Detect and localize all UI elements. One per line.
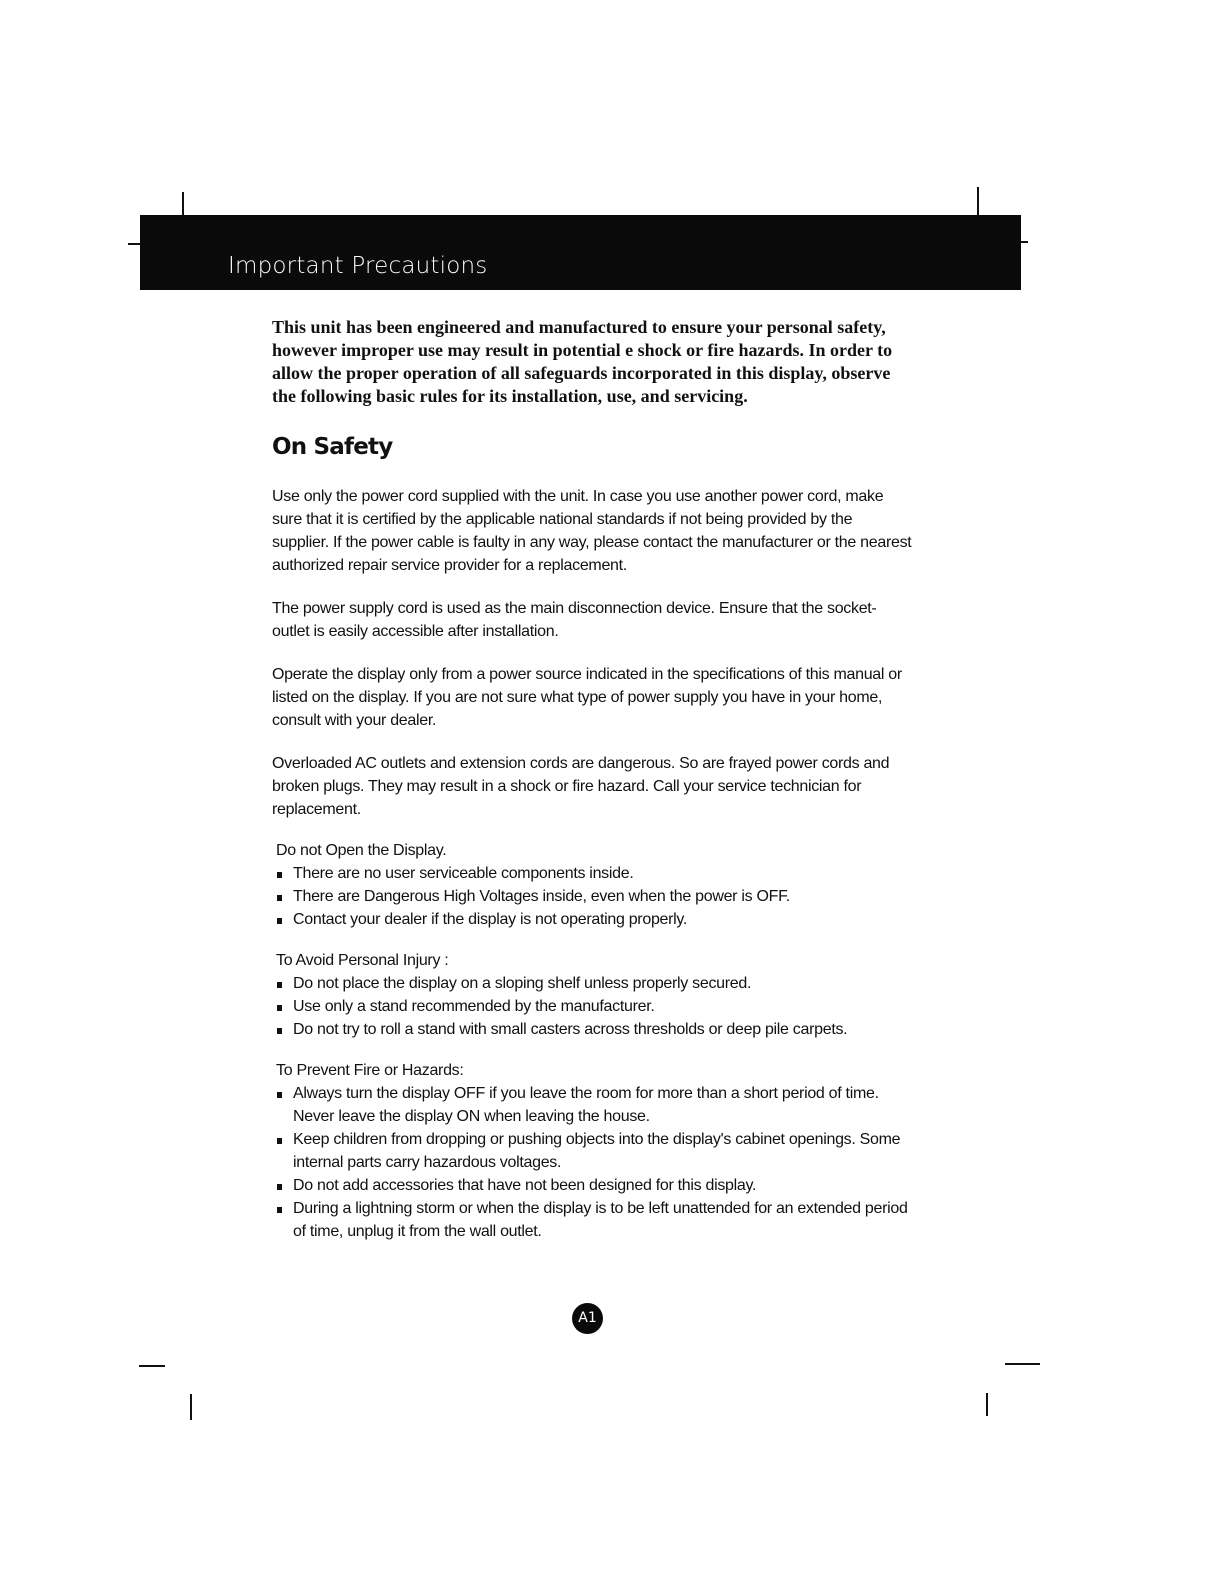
list-item: Do not place the display on a sloping shelf unless properly secured. xyxy=(276,972,912,995)
list-item: Contact your dealer if the display is not operating properly. xyxy=(276,908,912,931)
bullet-icon xyxy=(277,982,282,988)
page-number-badge: A1 xyxy=(572,1303,603,1334)
crop-mark-right-tick xyxy=(1021,241,1028,243)
crop-mark-bottom-left-horizontal xyxy=(139,1365,165,1367)
bullet-list xyxy=(276,862,912,931)
crop-mark-bottom-right-horizontal xyxy=(1005,1363,1040,1365)
header-bar xyxy=(140,215,1021,290)
bullet-icon xyxy=(277,1207,282,1213)
safety-paragraph-power-source: Operate the display only from a power source indicated in the specifications of this manual or listed on the display. If you are not sure what type of power supply you have in your home, consult with your dealer. xyxy=(272,666,902,729)
list-item: Keep children from dropping or pushing objects into the display's cabinet openings. Some internal parts carry hazardous voltages. xyxy=(276,1128,912,1174)
group-heading: To Avoid Personal Injury : xyxy=(276,952,449,969)
group-heading: Do not Open the Display. xyxy=(276,842,447,859)
safety-paragraph-overload: Overloaded AC outlets and extension cords are dangerous. So are frayed power cords and broken plugs. They may result in a shock or fire hazard. Call your service technician for replacement. xyxy=(272,755,890,818)
bullet-icon xyxy=(277,872,282,878)
crop-mark-bottom-left-vertical xyxy=(190,1394,192,1420)
bullet-icon xyxy=(277,1138,282,1144)
crop-mark-bottom-right-vertical xyxy=(986,1393,988,1416)
crop-mark-top-left-vertical xyxy=(182,192,184,216)
bullet-icon xyxy=(277,1184,282,1190)
page-title: Important Precautions xyxy=(228,253,488,279)
list-item: During a lightning storm or when the display is to be left unattended for an extended period of time, unplug it from the wall outlet. xyxy=(276,1197,912,1243)
bullet-icon xyxy=(277,895,282,901)
bullet-list xyxy=(276,1082,912,1243)
bullet-list xyxy=(276,972,912,1041)
main-content xyxy=(272,316,912,1243)
list-item: Do not add accessories that have not been designed for this display. xyxy=(276,1174,912,1197)
group-avoid-injury xyxy=(276,949,912,1041)
bullet-icon xyxy=(277,918,282,924)
group-prevent-fire xyxy=(276,1059,912,1243)
intro-paragraph: This unit has been engineered and manufactured to ensure your personal safety, however improper use may result in potential e shock or fire hazards. In order to allow the proper operation of all safeguards incorporated in this display, observe the following basic rules for its installation, use, and servicing. xyxy=(272,317,893,406)
crop-mark-left-tick xyxy=(128,243,140,245)
list-item: There are no user serviceable components inside. xyxy=(276,862,912,885)
group-heading: To Prevent Fire or Hazards: xyxy=(276,1062,464,1079)
bullet-icon xyxy=(277,1005,282,1011)
group-do-not-open xyxy=(276,839,912,931)
list-item: Always turn the display OFF if you leave the room for more than a short period of time. Never leave the display ON when leaving the house. xyxy=(276,1082,912,1128)
safety-paragraph-power-cord: Use only the power cord supplied with the unit. In case you use another power cord, make sure that it is certified by the applicable national standards if not being provided by the supplier. If the power cable is faulty in any way, please contact the manufacturer or the nearest authorized repair service provider for a replacement. xyxy=(272,488,912,574)
safety-paragraph-disconnection: The power supply cord is used as the main disconnection device. Ensure that the socket-outlet is easily accessible after installation. xyxy=(272,600,877,640)
list-item: Do not try to roll a stand with small casters across thresholds or deep pile carpets. xyxy=(276,1018,912,1041)
list-item: Use only a stand recommended by the manufacturer. xyxy=(276,995,912,1018)
bullet-icon xyxy=(277,1092,282,1098)
bullet-icon xyxy=(277,1028,282,1034)
list-item: There are Dangerous High Voltages inside, even when the power is OFF. xyxy=(276,885,912,908)
section-title: On Safety xyxy=(272,434,393,460)
crop-mark-top-right-vertical xyxy=(977,187,979,216)
